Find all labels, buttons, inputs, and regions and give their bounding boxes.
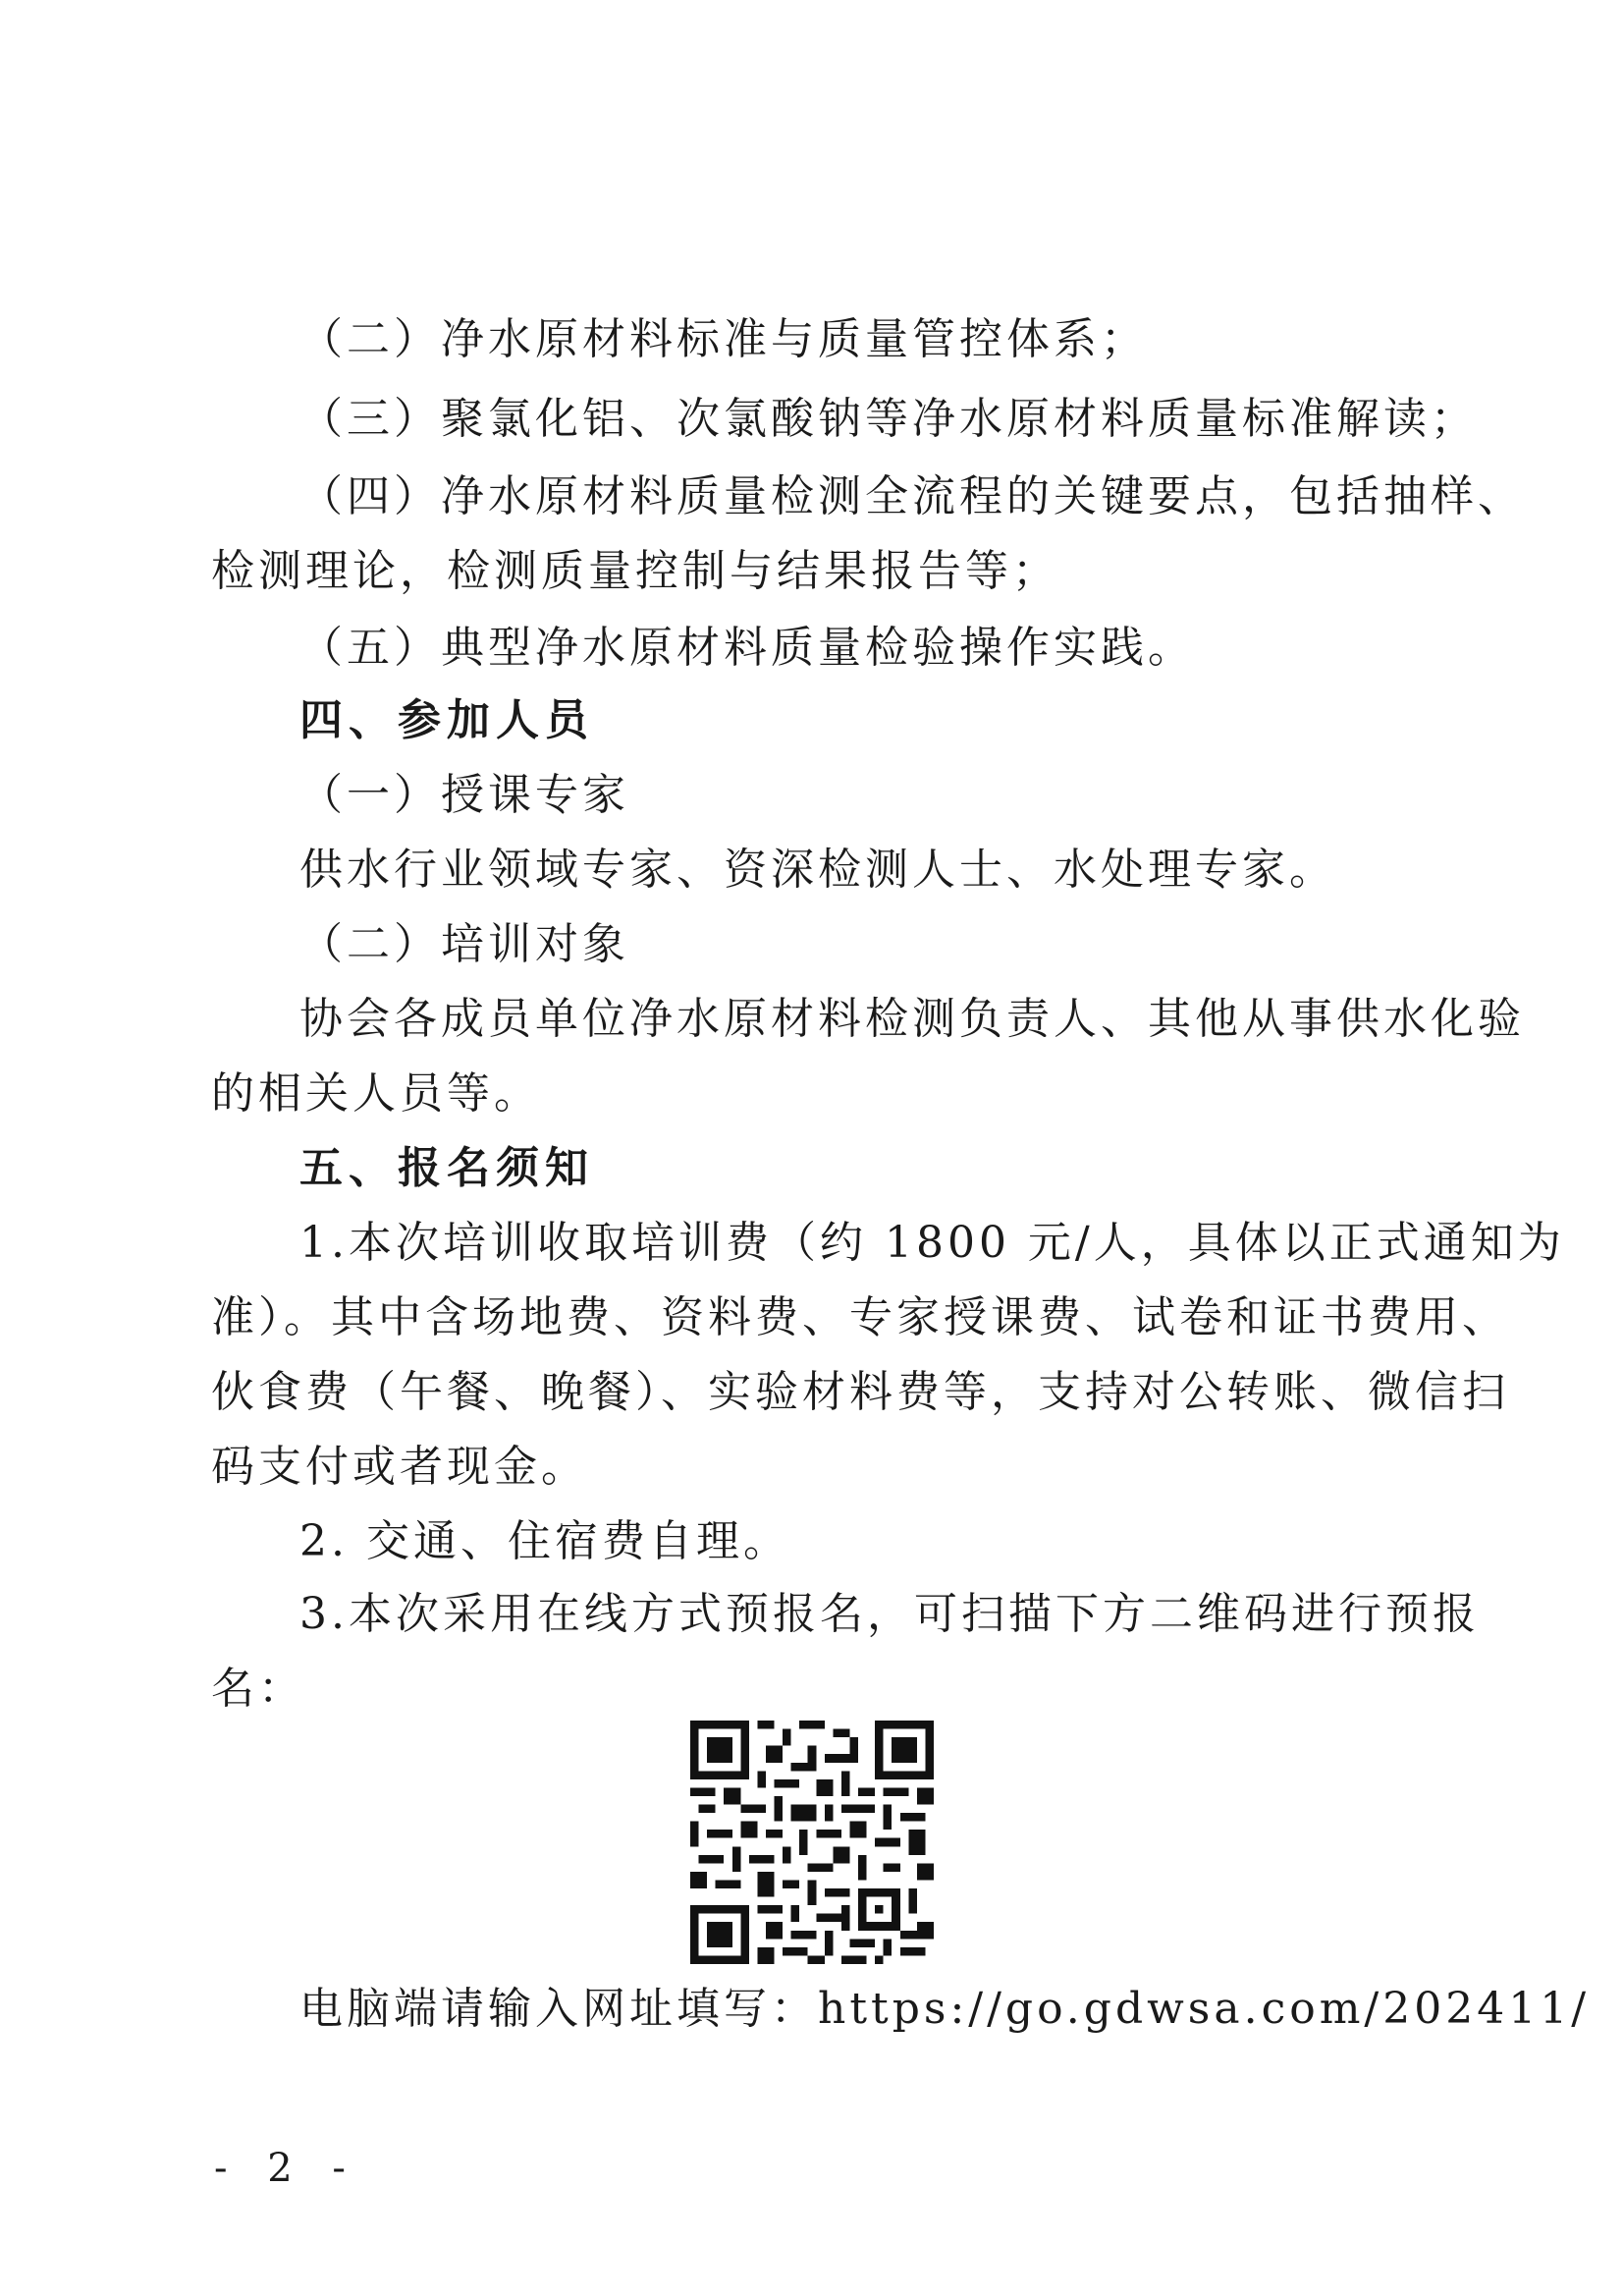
sub-heading: （一）授课专家 [299, 770, 629, 820]
text-line: （四）净水原材料质量检测全流程的关键要点，包括抽样、 [299, 471, 1525, 521]
text-line: 名： [211, 1664, 305, 1714]
text-line: 协会各成员单位净水原材料检测负责人、其他从事供水化验 [299, 994, 1525, 1044]
page-number: - 2 - [214, 2146, 359, 2191]
qr-code [690, 1721, 934, 1964]
url-instruction: 电脑端请输入网址填写：https://go.gdwsa.com/202411/ [299, 1984, 1591, 2034]
text-line: 供水行业领域专家、资深检测人士、水处理专家。 [299, 845, 1336, 895]
sub-heading: （二）培训对象 [299, 919, 629, 969]
text-line: 准）。其中含场地费、资料费、专家授课费、试卷和证书费用、 [211, 1292, 1509, 1342]
text-line: 伙食费（午餐、晚餐）、实验材料费等，支持对公转账、微信扫 [211, 1367, 1509, 1417]
text-line: 1.本次培训收取培训费（约 1800 元/人，具体以正式通知为 [299, 1218, 1565, 1268]
text-line: 码支付或者现金。 [211, 1442, 588, 1492]
text-line: （三）聚氯化铝、次氯酸钠等净水原材料质量标准解读； [299, 394, 1478, 444]
section-heading: 四、参加人员 [299, 695, 594, 745]
text-line: 2. 交通、住宿费自理。 [299, 1516, 790, 1566]
text-line: （五）典型净水原材料质量检验操作实践。 [299, 623, 1195, 673]
section-heading: 五、报名须知 [299, 1143, 594, 1193]
text-line: 检测理论，检测质量控制与结果报告等； [211, 546, 1059, 596]
text-line: 的相关人员等。 [211, 1068, 541, 1119]
text-line: （二）净水原材料标准与质量管控体系； [299, 314, 1148, 364]
text-line: 3.本次采用在线方式预报名，可扫描下方二维码进行预报 [299, 1589, 1480, 1639]
